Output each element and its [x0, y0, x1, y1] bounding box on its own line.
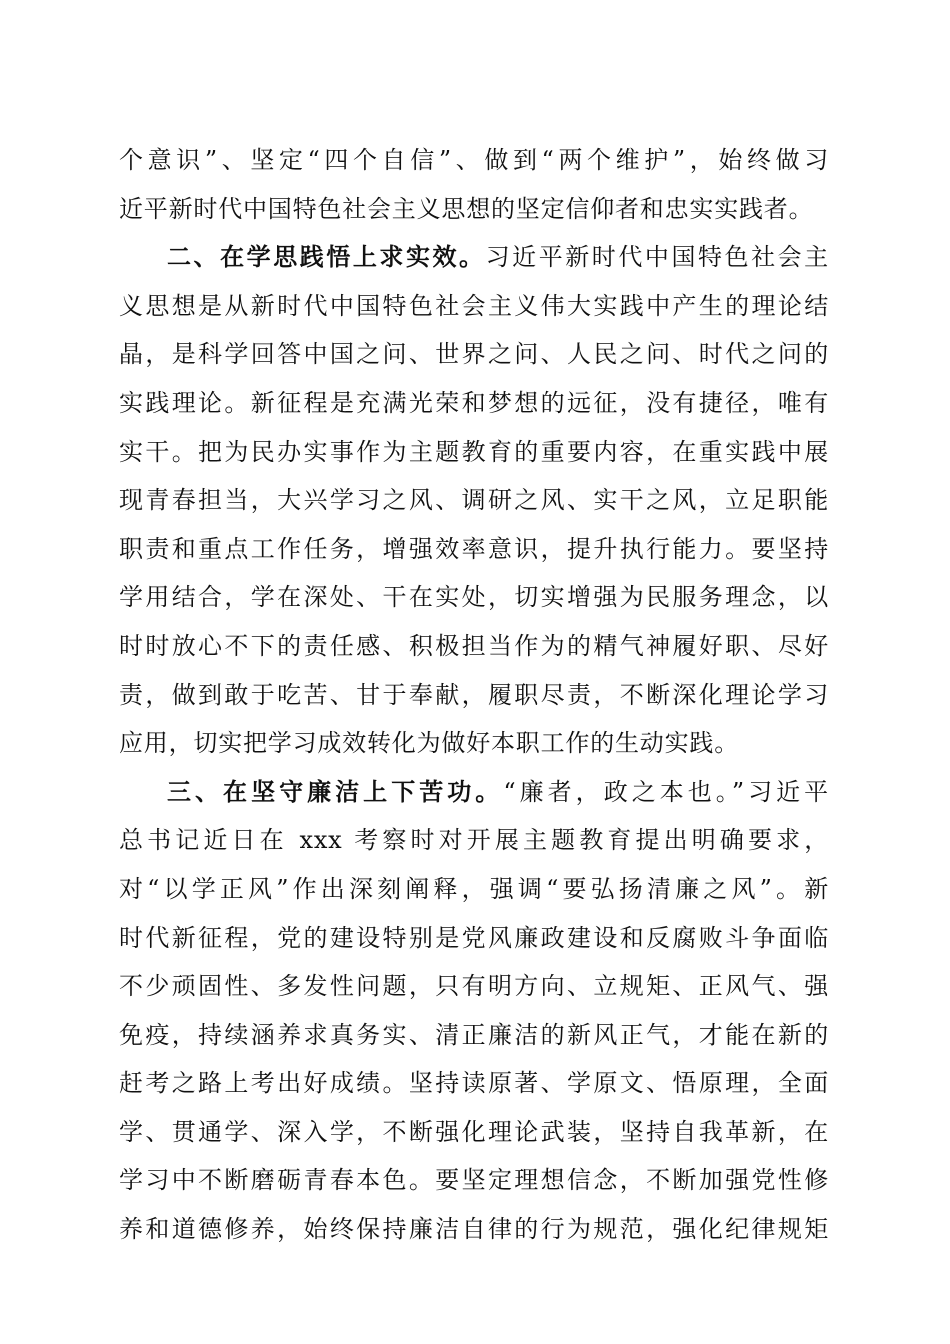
text-line: 近平新时代中国特色社会主义思想的坚定信仰者和忠实实践者。: [119, 194, 814, 223]
text-line: 实践理论。新征程是充满光荣和梦想的远征，没有捷径，唯有: [119, 388, 829, 417]
text-line: 免疫，持续涵养求真务实、清正廉洁的新风正气，才能在新的: [119, 1020, 829, 1049]
text-line: 养和道德修养，始终保持廉洁自律的行为规范，强化纪律规矩: [119, 1215, 829, 1244]
document-body: [119, 136, 829, 1254]
text-line: 对“以学正风”作出深刻阐释，强调“要弘扬清廉之风”。新: [119, 874, 829, 903]
paragraph-1: [119, 136, 829, 233]
paragraph-3: [119, 768, 829, 1254]
text-line: 责，做到敢于吃苦、甘于奉献，履职尽责，不断深化理论学习: [119, 680, 829, 709]
text-line: 赶考之路上考出好成绩。坚持读原著、学原文、悟原理，全面: [119, 1069, 829, 1098]
text-line: 不少顽固性、多发性问题，只有明方向、立规矩、正风气、强: [119, 972, 829, 1001]
text-line: 时代新征程，党的建设特别是党风廉政建设和反腐败斗争面临: [119, 923, 829, 952]
paragraph-2: [119, 233, 829, 768]
text-line: 学用结合，学在深处、干在实处，切实增强为民服务理念，以: [119, 583, 829, 612]
text-line: 实干。把为民办实事作为主题教育的重要内容，在重实践中展: [119, 437, 829, 466]
text-line: [119, 768, 829, 817]
text-line: 晶，是科学回答中国之问、世界之问、人民之问、时代之问的: [119, 340, 829, 369]
text-run: 习近平新时代中国特色社会主: [485, 243, 829, 272]
text-line: 应用，切实把学习成效转化为做好本职工作的生动实践。: [119, 729, 739, 758]
text-line: [119, 233, 829, 282]
text-line: 职责和重点工作任务，增强效率意识，提升执行能力。要坚持: [119, 534, 829, 563]
section-heading-3: 三、在坚守廉洁上下苦功。: [167, 777, 504, 806]
text-line: 总书记近日在 xxx 考察时对开展主题教育提出明确要求，: [119, 826, 829, 855]
text-line: 学习中不断磨砺青春本色。要坚定理想信念，不断加强党性修: [119, 1166, 829, 1195]
text-line: 学、贯通学、深入学，不断强化理论武装，坚持自我革新，在: [119, 1117, 829, 1146]
text-line: 义思想是从新时代中国特色社会主义伟大实践中产生的理论结: [119, 291, 829, 320]
text-line: 个意识”、坚定“四个自信”、做到“两个维护”，始终做习: [119, 146, 829, 174]
text-line: 时时放心不下的责任感、积极担当作为的精气神履好职、尽好: [119, 631, 829, 660]
text-run: “廉者，政之本也。”习近平: [503, 777, 829, 806]
text-line: 现青春担当，大兴学习之风、调研之风、实干之风，立足职能: [119, 486, 829, 515]
section-heading-2: 二、在学思践悟上求实效。: [167, 243, 486, 272]
